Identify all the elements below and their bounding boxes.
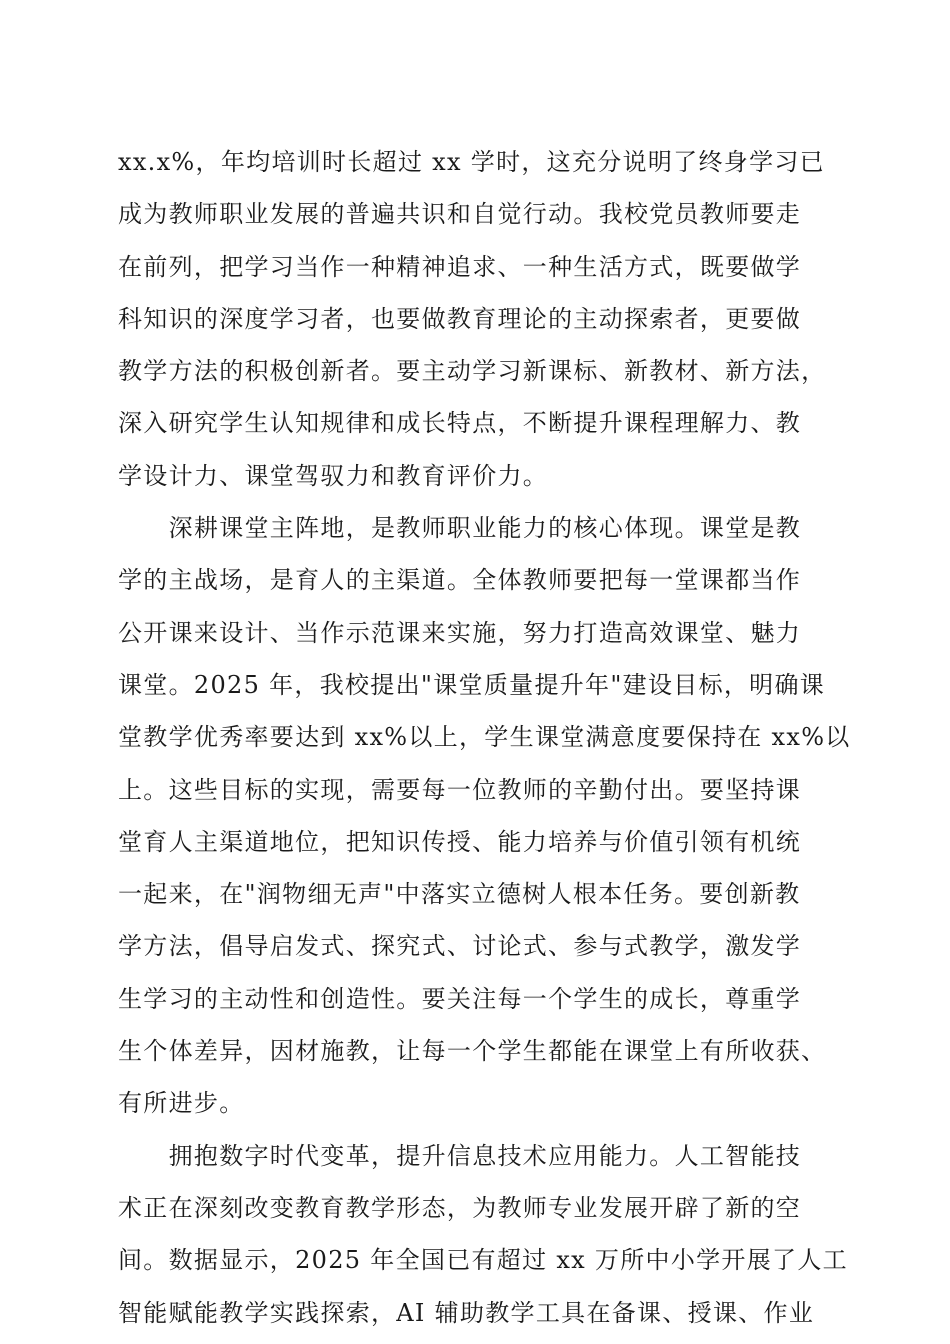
document-page	[118, 136, 851, 1339]
text-line: 生个体差异，因材施教，让每一个学生都能在课堂上有所收获、	[118, 1037, 827, 1066]
paragraph-classroom	[118, 502, 851, 1130]
text-line: 深耕课堂主阵地，是教师职业能力的核心体现。课堂是教	[118, 514, 802, 543]
text-line: 拥抱数字时代变革，提升信息技术应用能力。人工智能技	[118, 1141, 802, 1170]
text-line: 有所进步。	[118, 1089, 245, 1118]
text-line: 学设计力、课堂驾驭力和教育评价力。	[118, 461, 549, 490]
text-line: 智能赋能教学实践探索，AI 辅助教学工具在备课、授课、作业	[118, 1298, 815, 1327]
text-line: 课堂。2025 年，我校提出"课堂质量提升年"建设目标，明确课	[118, 670, 826, 699]
text-line: 堂育人主渠道地位，把知识传授、能力培养与价值引领有机统	[118, 827, 802, 856]
text-line: 生学习的主动性和创造性。要关注每一个学生的成长，尊重学	[118, 984, 802, 1013]
text-line: 堂教学优秀率要达到 xx%以上，学生课堂满意度要保持在 xx%以	[118, 723, 851, 752]
paragraph-digital-era	[118, 1130, 848, 1339]
text-line: 上。这些目标的实现，需要每一位教师的辛勤付出。要坚持课	[118, 775, 802, 804]
text-line: xx.x%，年均培训时长超过 xx 学时，这充分说明了终身学习已	[118, 148, 825, 176]
text-line: 一起来，在"润物细无声"中落实立德树人根本任务。要创新教	[118, 880, 801, 909]
text-line: 公开课来设计、当作示范课来实施，努力打造高效课堂、魅力	[118, 618, 802, 647]
text-line: 学方法，倡导启发式、探究式、讨论式、参与式教学，激发学	[118, 932, 802, 961]
text-line: 深入研究学生认知规律和成长特点，不断提升课程理解力、教	[118, 409, 802, 438]
text-line: 间。数据显示，2025 年全国已有超过 xx 万所中小学开展了人工	[118, 1246, 848, 1275]
paragraph-lifelong-learning	[118, 136, 838, 502]
text-line: 教学方法的积极创新者。要主动学习新课标、新教材、新方法，	[118, 357, 827, 386]
text-line: 术正在深刻改变教育教学形态，为教师专业发展开辟了新的空	[118, 1193, 802, 1222]
text-line: 在前列，把学习当作一种精神追求、一种生活方式，既要做学	[118, 252, 802, 281]
text-line: 成为教师职业发展的普遍共识和自觉行动。我校党员教师要走	[118, 200, 802, 229]
text-line: 学的主战场，是育人的主渠道。全体教师要把每一堂课都当作	[118, 566, 802, 595]
text-line: 科知识的深度学习者，也要做教育理论的主动探索者，更要做	[118, 304, 802, 333]
